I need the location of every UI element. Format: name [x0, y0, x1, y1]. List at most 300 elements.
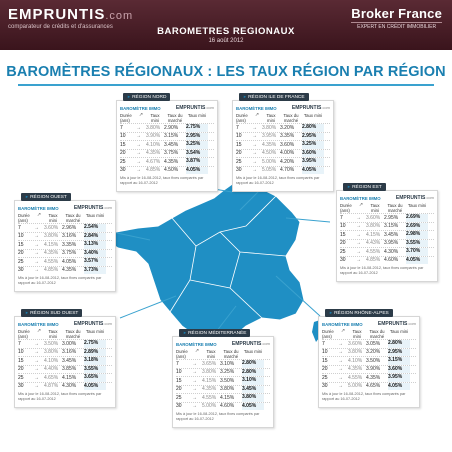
table-row [176, 402, 270, 411]
cell-rate-min: 3.80% [366, 223, 381, 230]
table-row [120, 140, 214, 149]
cell-rate-max: 2.75% [84, 340, 106, 348]
cell-duration: 7 [176, 360, 179, 367]
cell-rate-market: 4.60% [384, 257, 399, 264]
cell-rate-min: 4.35% [262, 141, 277, 148]
arrow-icon: → [34, 340, 39, 347]
cell-duration: 7 [322, 340, 325, 347]
table-row [176, 393, 270, 402]
arrow-icon: → [338, 357, 343, 364]
cell-rate-min: 4.55% [202, 394, 217, 401]
arrow-icon: → [356, 248, 361, 255]
cell-duration: 15 [322, 357, 328, 364]
table-header [322, 329, 416, 339]
card-header [18, 205, 112, 211]
col-rate-market: Taux du marché [167, 113, 183, 123]
cell-duration: 25 [18, 258, 24, 265]
card-header [322, 321, 416, 327]
col-rate-min: Taux mini [352, 329, 362, 339]
cell-rate-max: 3.60% [388, 366, 410, 374]
cell-rate-min: 5.00% [348, 383, 363, 390]
arrow-icon: → [34, 258, 39, 265]
cell-duration: 30 [18, 267, 24, 274]
arrow-icon: → [136, 158, 141, 165]
cell-duration: 20 [120, 150, 126, 157]
barometer-label: BAROMÈTRE IMMO [340, 195, 381, 201]
cell-rate-max: 3.95% [388, 374, 410, 382]
arrow-icon: → [136, 150, 141, 157]
cell-rate-market: 4.70% [280, 167, 295, 174]
region-label [21, 193, 71, 201]
cell-rate-max: 2.69% [406, 223, 428, 231]
trend-icon: ↗ [138, 112, 144, 118]
table-row [176, 385, 270, 394]
col-duration: Durée (ans) [236, 113, 248, 123]
arrow-icon: → [192, 377, 197, 384]
arrow-icon: → [252, 133, 257, 140]
cell-rate-min: 3.80% [44, 349, 59, 356]
cell-duration: 15 [176, 377, 182, 384]
cell-rate-max: 2.98% [406, 231, 428, 239]
region-card [336, 184, 438, 282]
table-row [236, 140, 330, 149]
arrow-icon: → [34, 233, 39, 240]
table-row [18, 257, 112, 266]
card-brand-suffix: .com [261, 341, 270, 346]
cell-rate-market: 4.15% [62, 374, 77, 381]
table-header [18, 329, 112, 339]
cell-rate-max: 3.87% [186, 158, 208, 166]
cell-rate-min: 4.65% [44, 374, 59, 381]
arrow-icon: → [356, 240, 361, 247]
arrow-icon: → [136, 133, 141, 140]
table-row [18, 373, 112, 382]
table-row [18, 339, 112, 348]
cell-rate-market: 2.95% [384, 214, 399, 221]
cell-duration: 10 [18, 233, 24, 240]
table-row [322, 382, 416, 391]
cell-duration: 10 [18, 349, 24, 356]
cell-rate-max: 4.05% [84, 383, 106, 391]
col-rate-market: Taux du marché [65, 213, 81, 223]
cell-rate-max: 3.15% [388, 357, 410, 365]
cell-rate-market: 4.35% [164, 158, 179, 165]
trend-icon: ↗ [340, 328, 346, 334]
region-label [123, 93, 170, 101]
cell-rate-market: 3.10% [220, 360, 235, 367]
arrow-icon: → [34, 267, 39, 274]
cell-duration: 15 [120, 141, 126, 148]
card-footer: Mis à jour le 16-08-2012, taux fixes comparés par rapport au 16-07-2012 [340, 266, 424, 275]
table-row [340, 222, 434, 231]
cell-rate-market: 3.16% [62, 233, 77, 240]
barometer-label: BAROMÈTRE IMMO [322, 321, 363, 327]
cell-rate-max: 2.80% [242, 360, 264, 368]
cell-rate-min: 4.10% [146, 141, 161, 148]
arrow-icon: → [252, 141, 257, 148]
cell-rate-max: 4.05% [242, 403, 264, 411]
cell-rate-max: 2.80% [388, 340, 410, 348]
cell-rate-market: 4.30% [384, 248, 399, 255]
arrow-icon: → [136, 167, 141, 174]
cell-rate-min: 3.80% [348, 349, 363, 356]
trend-icon: ↗ [36, 328, 42, 334]
cell-duration: 10 [176, 369, 182, 376]
arrow-icon: → [34, 357, 39, 364]
cell-rate-market: 3.45% [384, 231, 399, 238]
card-header [236, 105, 330, 111]
table-row [18, 240, 112, 249]
barometer-label: BAROMÈTRE IMMO [176, 341, 217, 347]
region-name: RÉGION RHÔNE-ALPES [334, 311, 389, 316]
arrow-icon: → [338, 340, 343, 347]
cell-rate-max: 3.60% [302, 150, 324, 158]
arrow-icon: → [356, 223, 361, 230]
card-brand-suffix: .com [425, 195, 434, 200]
cell-rate-market: 3.95% [384, 240, 399, 247]
region-card [318, 310, 420, 408]
cell-duration: 15 [340, 231, 346, 238]
table-row [18, 223, 112, 232]
trend-icon: ↗ [36, 212, 42, 218]
card-brand [74, 205, 112, 211]
barometer-label: BAROMÈTRE IMMO [120, 105, 161, 111]
cell-duration: 7 [18, 340, 21, 347]
card-brand-name: EMPRUNTIS [231, 341, 262, 347]
table-row [18, 232, 112, 241]
card-header [340, 195, 434, 201]
cell-rate-market: 3.45% [164, 141, 179, 148]
cell-rate-min: 4.50% [262, 150, 277, 157]
table-row [176, 376, 270, 385]
col-rate-min: Taux mini [266, 113, 276, 123]
cell-rate-max: 4.05% [406, 257, 428, 265]
region-label [179, 329, 250, 337]
cell-rate-market: 3.45% [62, 357, 77, 364]
col-duration: Durée (ans) [120, 113, 132, 123]
col-rate-market: Taux du marché [223, 349, 239, 359]
cell-duration: 20 [176, 386, 182, 393]
card-footer: Mis à jour le 16-08-2012, taux fixes comparés par rapport au 16-07-2012 [322, 392, 406, 401]
card-brand-name: EMPRUNTIS [291, 105, 322, 111]
cell-duration: 30 [120, 167, 126, 174]
table-row [236, 123, 330, 132]
arrow-icon: → [34, 250, 39, 257]
cell-rate-min: 4.85% [44, 267, 59, 274]
col-rate-max: Taux mini [389, 329, 409, 334]
cell-rate-market: 4.60% [220, 403, 235, 410]
arrow-icon: → [34, 224, 39, 231]
cell-rate-max: 2.80% [242, 369, 264, 377]
cell-rate-max: 3.25% [186, 141, 208, 149]
cell-rate-min: 4.15% [44, 241, 59, 248]
arrow-icon: → [34, 374, 39, 381]
table-row [340, 239, 434, 248]
col-rate-max: Taux mini [85, 213, 105, 218]
region-name: RÉGION MÉDITERRANÉE [188, 331, 247, 336]
cell-duration: 30 [322, 383, 328, 390]
cell-rate-min: 5.05% [262, 167, 277, 174]
cell-rate-max: 3.54% [186, 150, 208, 158]
cell-duration: 25 [176, 394, 182, 401]
card-brand-suffix: .com [407, 321, 416, 326]
cell-duration: 10 [120, 133, 126, 140]
cell-rate-min: 5.00% [262, 158, 277, 165]
trend-icon: ↗ [358, 202, 364, 208]
card-brand-suffix: .com [205, 105, 214, 110]
table-row [322, 348, 416, 357]
cell-rate-market: 3.05% [366, 340, 381, 347]
cell-rate-min: 4.40% [44, 366, 59, 373]
card-brand [292, 105, 330, 111]
table-row [236, 149, 330, 158]
table-row [120, 149, 214, 158]
col-rate-min: Taux mini [48, 329, 58, 339]
cell-rate-min: 4.35% [348, 366, 363, 373]
cell-rate-max: 2.95% [302, 133, 324, 141]
card-brand-name: EMPRUNTIS [395, 195, 426, 201]
table-row [120, 123, 214, 132]
cell-rate-min: 4.10% [44, 357, 59, 364]
cell-rate-max: 3.70% [406, 248, 428, 256]
cell-rate-market: 3.50% [366, 357, 381, 364]
cell-rate-min: 3.60% [44, 224, 59, 231]
card-footer: Mis à jour le 16-08-2012, taux fixes comparés par rapport au 16-07-2012 [176, 412, 260, 421]
cell-rate-max: 2.80% [302, 124, 324, 132]
table-row [120, 132, 214, 141]
cell-rate-min: 4.15% [202, 377, 217, 384]
table-row [236, 132, 330, 141]
cell-duration: 25 [236, 158, 242, 165]
table-row [322, 339, 416, 348]
col-duration: Durée (ans) [322, 329, 334, 339]
cell-rate-max: 4.05% [302, 167, 324, 175]
table-row [176, 368, 270, 377]
region-name: RÉGION ILE DE FRANCE [248, 95, 305, 100]
card-footer: Mis à jour le 16-08-2012, taux fixes comparés par rapport au 16-07-2012 [18, 392, 102, 401]
cell-rate-min: 4.67% [146, 158, 161, 165]
table-row [18, 348, 112, 357]
table-row [18, 365, 112, 374]
cell-rate-min: 4.55% [366, 248, 381, 255]
table-row [18, 356, 112, 365]
table-row [322, 373, 416, 382]
cell-rate-min: 4.15% [366, 231, 381, 238]
card-footer: Mis à jour le 16-08-2012, taux fixes comparés par rapport au 16-07-2012 [18, 276, 102, 285]
region-name: RÉGION SUD OUEST [30, 311, 79, 316]
cell-rate-min: 4.55% [348, 374, 363, 381]
cell-rate-min: 3.95% [262, 133, 277, 140]
cell-rate-min: 4.85% [146, 167, 161, 174]
cell-rate-min: 3.80% [44, 233, 59, 240]
col-rate-market: Taux du marché [65, 329, 81, 339]
col-rate-market: Taux du marché [387, 203, 403, 213]
cell-rate-max: 3.13% [84, 241, 106, 249]
cell-rate-market: 3.15% [164, 133, 179, 140]
arrow-icon: → [34, 349, 39, 356]
card-footer: Mis à jour le 16-08-2012, taux fixes comparés par rapport au 16-07-2012 [120, 176, 204, 185]
cell-duration: 7 [18, 224, 21, 231]
cell-rate-market: 2.90% [164, 124, 179, 131]
cell-rate-market: 4.00% [280, 150, 295, 157]
region-label [343, 183, 386, 191]
trend-icon: ↗ [254, 112, 260, 118]
col-rate-min: Taux mini [370, 203, 380, 213]
table-row [340, 213, 434, 222]
chevron-icon: ► [183, 330, 189, 335]
cell-rate-max: 3.57% [84, 258, 106, 266]
cell-rate-min: 3.60% [348, 340, 363, 347]
cell-rate-max: 2.95% [186, 133, 208, 141]
col-rate-min: Taux mini [206, 349, 216, 359]
cell-rate-max: 2.75% [186, 124, 208, 132]
arrow-icon: → [252, 167, 257, 174]
card-brand-name: EMPRUNTIS [73, 205, 104, 211]
region-name: RÉGION NORD [132, 95, 167, 100]
chevron-icon: ► [347, 184, 353, 189]
card-brand [176, 105, 214, 111]
cell-rate-min: 3.80% [262, 124, 277, 131]
cell-rate-market: 2.96% [62, 224, 77, 231]
arrow-icon: → [34, 383, 39, 390]
chevron-icon: ► [25, 194, 31, 199]
card-brand-suffix: .com [103, 205, 112, 210]
card-brand-name: EMPRUNTIS [175, 105, 206, 111]
cell-duration: 30 [176, 403, 182, 410]
cell-rate-min: 3.65% [202, 360, 217, 367]
arrow-icon: → [34, 241, 39, 248]
cell-rate-max: 3.55% [406, 240, 428, 248]
table-row [176, 359, 270, 368]
cell-rate-market: 3.85% [62, 366, 77, 373]
cell-duration: 15 [236, 141, 242, 148]
col-rate-max: Taux mini [407, 203, 427, 208]
cell-rate-min: 4.85% [366, 257, 381, 264]
cell-duration: 7 [236, 124, 239, 131]
cell-duration: 30 [340, 257, 346, 264]
cell-rate-market: 3.35% [280, 133, 295, 140]
cell-rate-market: 3.80% [220, 386, 235, 393]
cell-rate-max: 2.69% [406, 214, 428, 222]
table-header [340, 203, 434, 213]
cell-rate-min: 3.90% [146, 133, 161, 140]
cell-rate-market: 3.15% [384, 223, 399, 230]
arrow-icon: → [356, 214, 361, 221]
col-rate-min: Taux mini [150, 113, 160, 123]
table-row [120, 166, 214, 175]
cell-rate-market: 4.20% [280, 158, 295, 165]
cell-rate-market: 4.65% [366, 383, 381, 390]
chevron-icon: ► [243, 94, 249, 99]
cell-rate-min: 3.60% [366, 214, 381, 221]
cell-rate-max: 4.05% [186, 167, 208, 175]
cell-rate-market: 3.16% [62, 349, 77, 356]
col-duration: Durée (ans) [176, 349, 188, 359]
cell-rate-max: 3.45% [242, 386, 264, 394]
cell-rate-max: 2.95% [388, 349, 410, 357]
card-brand [74, 321, 112, 327]
table-row [236, 157, 330, 166]
cell-duration: 25 [120, 158, 126, 165]
barometer-label: BAROMÈTRE IMMO [18, 321, 59, 327]
region-card [14, 194, 116, 292]
card-brand [396, 195, 434, 201]
cell-rate-market: 4.50% [164, 167, 179, 174]
region-card [232, 94, 334, 192]
arrow-icon: → [252, 158, 257, 165]
col-rate-max: Taux mini [303, 113, 323, 118]
table-row [236, 166, 330, 175]
table-header [18, 213, 112, 223]
card-brand-suffix: .com [103, 321, 112, 326]
card-brand [232, 341, 270, 347]
cell-rate-market: 3.00% [62, 340, 77, 347]
arrow-icon: → [338, 374, 343, 381]
col-duration: Durée (ans) [18, 329, 30, 339]
broker-tagline: EXPERT EN CRÉDIT IMMOBILIER [351, 22, 442, 30]
arrow-icon: → [338, 349, 343, 356]
cell-rate-max: 2.84% [84, 233, 106, 241]
card-brand-name: EMPRUNTIS [377, 321, 408, 327]
region-card [116, 94, 218, 192]
region-label [325, 309, 393, 317]
table-row [340, 230, 434, 239]
table-row [18, 382, 112, 391]
header-date: 16 août 2012 [208, 38, 244, 44]
cell-duration: 15 [18, 357, 24, 364]
region-label [239, 93, 309, 101]
cell-rate-max: 3.95% [302, 158, 324, 166]
card-brand-name: EMPRUNTIS [73, 321, 104, 327]
table-row [18, 266, 112, 275]
card-footer: Mis à jour le 16-08-2012, taux fixes comparés par rapport au 16-07-2012 [236, 176, 320, 185]
card-header [176, 341, 270, 347]
cell-rate-market: 4.35% [366, 374, 381, 381]
cell-duration: 7 [120, 124, 123, 131]
cell-rate-market: 3.35% [62, 241, 77, 248]
cell-rate-min: 3.80% [146, 124, 161, 131]
col-duration: Durée (ans) [18, 213, 30, 223]
col-rate-market: Taux du marché [283, 113, 299, 123]
cell-rate-market: 3.75% [62, 250, 77, 257]
arrow-icon: → [192, 386, 197, 393]
col-rate-max: Taux mini [85, 329, 105, 334]
table-row [120, 157, 214, 166]
cell-duration: 20 [340, 240, 346, 247]
brand-tagline: comparateur de crédits et d'assurances [8, 24, 113, 30]
header-title: BAROMETRES REGIONAUX [157, 26, 295, 37]
col-duration: Durée (ans) [340, 203, 352, 213]
cell-rate-max: 2.54% [84, 224, 106, 232]
cell-rate-market: 3.90% [366, 366, 381, 373]
arrow-icon: → [192, 369, 197, 376]
barometer-label: BAROMÈTRE IMMO [18, 205, 59, 211]
cell-rate-min: 3.80% [202, 369, 217, 376]
arrow-icon: → [356, 231, 361, 238]
chevron-icon: ► [329, 310, 335, 315]
cell-rate-market: 3.25% [220, 369, 235, 376]
cell-rate-min: 4.43% [366, 240, 381, 247]
table-header [120, 113, 214, 123]
broker-brand-name: Broker France [351, 6, 442, 21]
cell-rate-max: 4.05% [388, 383, 410, 391]
cell-duration: 20 [18, 366, 24, 373]
arrow-icon: → [356, 257, 361, 264]
cell-rate-max: 3.18% [84, 357, 106, 365]
cell-rate-min: 4.87% [44, 383, 59, 390]
arrow-icon: → [34, 366, 39, 373]
cell-rate-market: 4.05% [62, 258, 77, 265]
